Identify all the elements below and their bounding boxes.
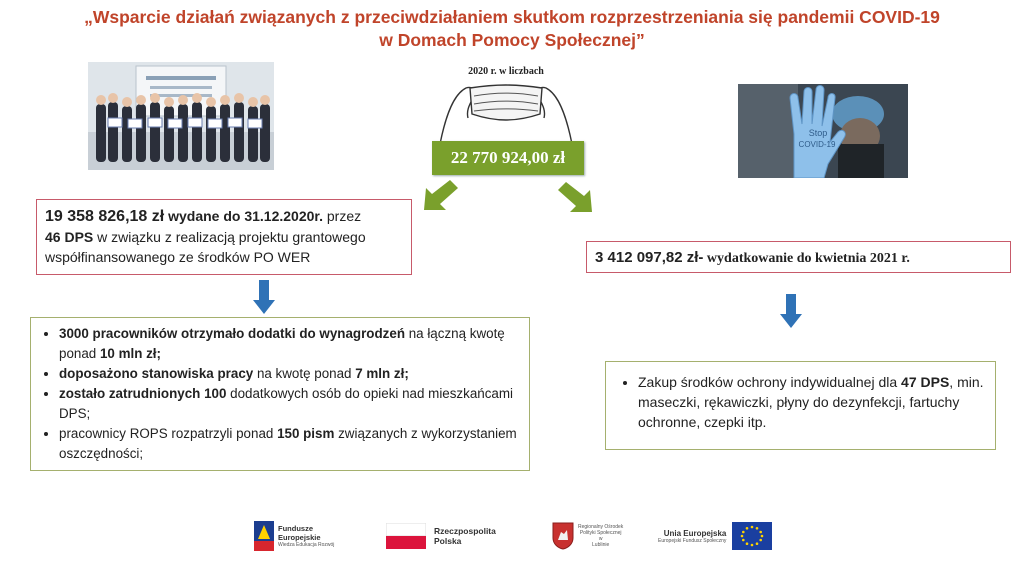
- spent-2020-text2: w związku z realizacją projektu grantowego współfinansowanego ze środków PO WER: [45, 229, 366, 265]
- logos-strip: [0, 516, 1024, 566]
- mask-illustration: [436, 64, 576, 146]
- group-photo: [88, 62, 274, 170]
- spent-2020-amount: 19 358 826,18 zł: [45, 208, 165, 225]
- arrow-down-blue-right-icon: [780, 294, 802, 328]
- eu-flag-icon: [732, 522, 772, 550]
- unia-europejska-logo: Unia Europejska Europejski Fundusz Społeczny: [658, 516, 808, 556]
- polish-flag-icon: [386, 523, 426, 549]
- page-title: [0, 6, 1024, 52]
- list-item: • doposażono stanowiska pracy na kwotę ponad 7 mln zł;: [59, 364, 521, 384]
- list-item: • 3000 pracowników otrzymało dodatki do wynagrodzeń na łączną kwotę ponad 10 mln zł;: [59, 324, 521, 364]
- stop-covid-photo: [738, 84, 908, 178]
- results-list-right: [605, 361, 996, 450]
- spent-2020-box: [36, 199, 412, 275]
- spent-2021-amount: 3 412 097,82 zł-: [595, 249, 704, 266]
- arrow-down-right-icon: [556, 180, 596, 216]
- list-item: • zostało zatrudnionych 100 dodatkowych osób do opieki nad mieszkańcami DPS;: [59, 384, 521, 424]
- spent-2020-text1: przez: [322, 208, 362, 224]
- fundusze-europejskie-logo: Fundusze Europejskie Wiedza Edukacja Rozwój: [254, 516, 354, 556]
- rops-emblem-icon: [552, 522, 574, 550]
- list-item: • Zakup środków ochrony indywidualnej dla 47 DPS, min. maseczki, rękawiczki, płyny do dezynfekcji, fartuchy ochronne, czepki itp.: [638, 372, 985, 432]
- spent-2020-date: wydane do 31.12.2020r.: [164, 208, 323, 224]
- mask-caption: 2020 r. w liczbach: [468, 66, 544, 77]
- glove-text-line-2: COVID-19: [798, 140, 836, 149]
- title-line-2: w Domach Pomocy Społecznej”: [379, 30, 645, 50]
- rzeczpospolita-polska-logo: Rzeczpospolita Polska: [386, 516, 506, 556]
- results-list-left: [30, 317, 530, 471]
- spent-2021-text: wydatkowanie do kwietnia 2021 r.: [703, 251, 910, 266]
- rops-lublin-logo: Regionalny Ośrodek Polityki Społecznej w Lublinie: [552, 516, 632, 556]
- fe-stars-icon: [254, 521, 274, 551]
- spent-2020-dps: 46 DPS: [45, 229, 94, 245]
- arrow-down-blue-left-icon: [253, 280, 275, 314]
- arrow-down-left-icon: [420, 178, 460, 214]
- total-amount-badge: 22 770 924,00 zł: [432, 141, 584, 175]
- list-item: • pracownicy ROPS rozpatrzyli ponad 150 pism związanych z wykorzystaniem oszczędności;: [59, 424, 521, 464]
- spent-2021-box: [586, 241, 1011, 273]
- glove-text-line-1: Stop: [808, 128, 828, 138]
- title-line-1: „Wsparcie działań związanych z przeciwdziałaniem skutkom rozprzestrzeniania się pandemii COVID-19: [84, 7, 940, 27]
